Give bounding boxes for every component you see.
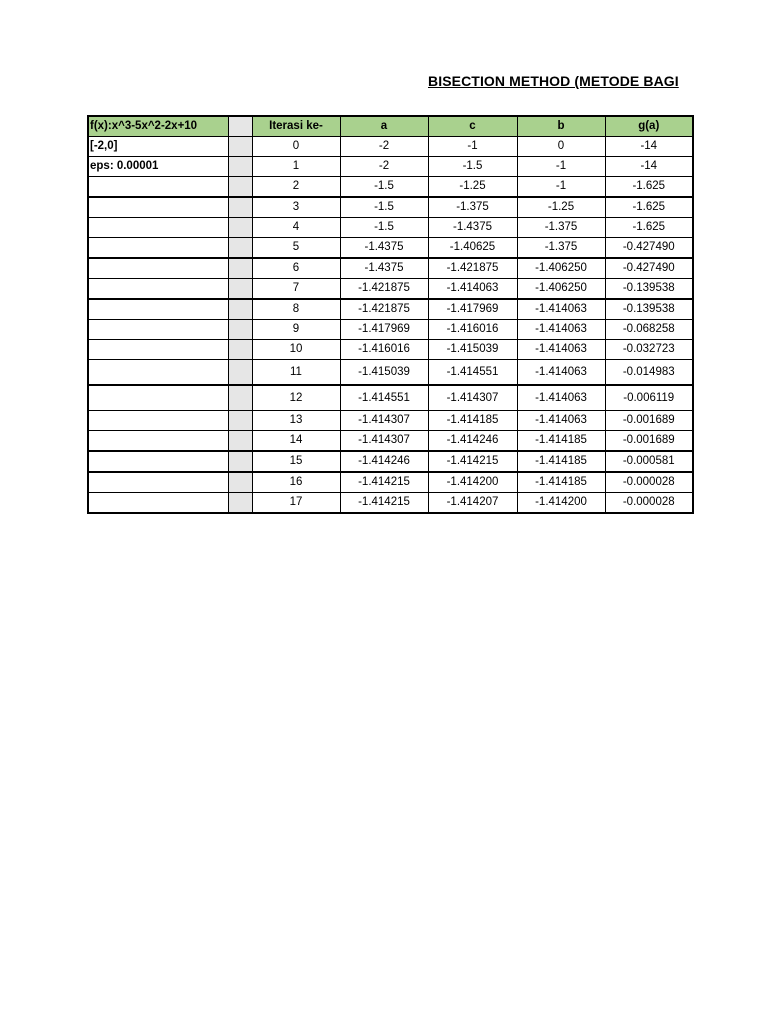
cell-b[interactable]: -1.414063 <box>517 360 605 386</box>
cell-a[interactable]: -1.414307 <box>340 411 428 431</box>
table-row <box>88 385 693 411</box>
spacer-cell[interactable] <box>228 431 252 452</box>
table-row <box>88 137 693 157</box>
cell-ga[interactable]: -0.006119 <box>605 385 693 411</box>
info-cell[interactable] <box>88 340 228 360</box>
cell-b[interactable]: -1.414185 <box>517 431 605 452</box>
cell-b[interactable]: -1.414185 <box>517 472 605 493</box>
cell-c[interactable]: -1.414551 <box>428 360 517 386</box>
cell-a[interactable]: -2 <box>340 137 428 157</box>
info-cell[interactable]: [-2,0] <box>88 137 228 157</box>
cell-c[interactable]: -1.414185 <box>428 411 517 431</box>
cell-ga[interactable]: -0.001689 <box>605 431 693 452</box>
cell-a[interactable]: -1.415039 <box>340 360 428 386</box>
spacer-cell[interactable] <box>228 279 252 300</box>
spacer-cell[interactable] <box>228 411 252 431</box>
cell-c[interactable]: -1.5 <box>428 157 517 177</box>
cell-ga[interactable]: -1.625 <box>605 218 693 238</box>
cell-b[interactable]: -1.414185 <box>517 451 605 472</box>
cell-iter[interactable]: 15 <box>252 451 340 472</box>
cell-ga[interactable]: -14 <box>605 157 693 177</box>
cell-ga[interactable]: -1.625 <box>605 177 693 198</box>
info-cell[interactable] <box>88 218 228 238</box>
cell-ga[interactable]: -0.427490 <box>605 258 693 279</box>
table-row <box>88 493 693 514</box>
cell-ga[interactable]: -0.000581 <box>605 451 693 472</box>
spacer-cell[interactable] <box>228 177 252 198</box>
cell-iter[interactable]: 12 <box>252 385 340 411</box>
cell-ga[interactable]: -0.068258 <box>605 320 693 340</box>
cell-iter[interactable]: 10 <box>252 340 340 360</box>
spacer-cell[interactable] <box>228 197 252 218</box>
cell-b[interactable]: -1.414063 <box>517 340 605 360</box>
cell-a[interactable]: -1.5 <box>340 177 428 198</box>
cell-b[interactable]: -1.375 <box>517 218 605 238</box>
spacer-cell[interactable] <box>228 493 252 514</box>
cell-c[interactable]: -1.414207 <box>428 493 517 514</box>
info-cell[interactable] <box>88 320 228 340</box>
cell-iter[interactable]: 9 <box>252 320 340 340</box>
header-a[interactable]: a <box>340 116 428 137</box>
spacer-cell[interactable] <box>228 116 252 137</box>
cell-ga[interactable]: -0.139538 <box>605 299 693 320</box>
cell-ga[interactable]: -0.001689 <box>605 411 693 431</box>
cell-a[interactable]: -1.414215 <box>340 472 428 493</box>
info-cell[interactable] <box>88 472 228 493</box>
cell-c[interactable]: -1.417969 <box>428 299 517 320</box>
cell-b[interactable]: -1.406250 <box>517 279 605 300</box>
spacer-cell[interactable] <box>228 299 252 320</box>
table-body <box>88 116 693 513</box>
spacer-cell[interactable] <box>228 137 252 157</box>
header-c[interactable]: c <box>428 116 517 137</box>
spacer-cell[interactable] <box>228 340 252 360</box>
info-cell[interactable] <box>88 411 228 431</box>
spacer-cell[interactable] <box>228 472 252 493</box>
cell-a[interactable]: -1.4375 <box>340 238 428 259</box>
cell-b[interactable]: -1.414063 <box>517 385 605 411</box>
spacer-cell[interactable] <box>228 218 252 238</box>
cell-c[interactable]: -1.375 <box>428 197 517 218</box>
info-cell[interactable] <box>88 279 228 300</box>
cell-a[interactable]: -1.414246 <box>340 451 428 472</box>
cell-iter[interactable]: 4 <box>252 218 340 238</box>
cell-iter[interactable]: 6 <box>252 258 340 279</box>
cell-iter[interactable]: 1 <box>252 157 340 177</box>
info-cell[interactable] <box>88 360 228 386</box>
spacer-cell[interactable] <box>228 157 252 177</box>
cell-b[interactable]: 0 <box>517 137 605 157</box>
cell-b[interactable]: -1.375 <box>517 238 605 259</box>
info-cell[interactable] <box>88 238 228 259</box>
cell-a[interactable]: -1.417969 <box>340 320 428 340</box>
cell-ga[interactable]: -0.032723 <box>605 340 693 360</box>
cell-a[interactable]: -1.414307 <box>340 431 428 452</box>
info-cell[interactable] <box>88 493 228 514</box>
info-cell[interactable] <box>88 299 228 320</box>
cell-c[interactable]: -1.415039 <box>428 340 517 360</box>
cell-a[interactable]: -1.4375 <box>340 258 428 279</box>
cell-a[interactable]: -1.414551 <box>340 385 428 411</box>
cell-c[interactable]: -1.25 <box>428 177 517 198</box>
cell-c[interactable]: -1.414215 <box>428 451 517 472</box>
cell-a[interactable]: -1.414215 <box>340 493 428 514</box>
cell-c[interactable]: -1.414246 <box>428 431 517 452</box>
spacer-cell[interactable] <box>228 360 252 386</box>
spacer-cell[interactable] <box>228 385 252 411</box>
cell-a[interactable]: -1.421875 <box>340 279 428 300</box>
cell-b[interactable]: -1.414063 <box>517 299 605 320</box>
header-ga[interactable]: g(a) <box>605 116 693 137</box>
table-row <box>88 197 693 218</box>
header-iterasi[interactable]: Iterasi ke- <box>252 116 340 137</box>
cell-c[interactable]: -1.414063 <box>428 279 517 300</box>
cell-c[interactable]: -1.414200 <box>428 472 517 493</box>
cell-ga[interactable]: -1.625 <box>605 197 693 218</box>
table-row <box>88 472 693 493</box>
cell-a[interactable]: -1.416016 <box>340 340 428 360</box>
cell-b[interactable]: -1 <box>517 177 605 198</box>
cell-ga[interactable]: -0.139538 <box>605 279 693 300</box>
cell-a[interactable]: -1.421875 <box>340 299 428 320</box>
cell-ga[interactable]: -0.014983 <box>605 360 693 386</box>
page-title: BISECTION METHOD (METODE BAGI <box>428 73 679 89</box>
spacer-cell[interactable] <box>228 258 252 279</box>
cell-iter[interactable]: 2 <box>252 177 340 198</box>
cell-ga[interactable]: -14 <box>605 137 693 157</box>
function-cell[interactable]: f(x):x^3-5x^2-2x+10 <box>88 116 228 137</box>
cell-b[interactable]: -1 <box>517 157 605 177</box>
cell-c[interactable]: -1.40625 <box>428 238 517 259</box>
bisection-table <box>87 115 694 514</box>
cell-c[interactable]: -1.416016 <box>428 320 517 340</box>
table-row <box>88 218 693 238</box>
spacer-cell[interactable] <box>228 320 252 340</box>
cell-ga[interactable]: -0.000028 <box>605 493 693 514</box>
info-cell[interactable] <box>88 385 228 411</box>
table-row <box>88 279 693 300</box>
table-row <box>88 299 693 320</box>
table-row <box>88 411 693 431</box>
table-row <box>88 258 693 279</box>
table-row <box>88 360 693 386</box>
info-cell[interactable] <box>88 451 228 472</box>
cell-a[interactable]: -1.5 <box>340 218 428 238</box>
cell-iter[interactable]: 7 <box>252 279 340 300</box>
table-row <box>88 157 693 177</box>
table-row <box>88 340 693 360</box>
cell-iter[interactable]: 13 <box>252 411 340 431</box>
cell-b[interactable]: -1.25 <box>517 197 605 218</box>
cell-iter[interactable]: 5 <box>252 238 340 259</box>
cell-c[interactable]: -1.414307 <box>428 385 517 411</box>
spacer-cell[interactable] <box>228 238 252 259</box>
cell-c[interactable]: -1 <box>428 137 517 157</box>
cell-ga[interactable]: -0.427490 <box>605 238 693 259</box>
cell-iter[interactable]: 11 <box>252 360 340 386</box>
cell-c[interactable]: -1.421875 <box>428 258 517 279</box>
info-cell[interactable] <box>88 177 228 198</box>
cell-b[interactable]: -1.414063 <box>517 411 605 431</box>
spacer-cell[interactable] <box>228 451 252 472</box>
cell-b[interactable]: -1.406250 <box>517 258 605 279</box>
table-row <box>88 238 693 259</box>
info-cell[interactable] <box>88 197 228 218</box>
cell-a[interactable]: -2 <box>340 157 428 177</box>
cell-iter[interactable]: 16 <box>252 472 340 493</box>
cell-iter[interactable]: 3 <box>252 197 340 218</box>
info-cell[interactable] <box>88 258 228 279</box>
cell-iter[interactable]: 17 <box>252 493 340 514</box>
info-cell[interactable]: eps: 0.00001 <box>88 157 228 177</box>
cell-iter[interactable]: 0 <box>252 137 340 157</box>
info-cell[interactable] <box>88 431 228 452</box>
header-b[interactable]: b <box>517 116 605 137</box>
cell-iter[interactable]: 8 <box>252 299 340 320</box>
header-row <box>88 116 693 137</box>
cell-ga[interactable]: -0.000028 <box>605 472 693 493</box>
cell-c[interactable]: -1.4375 <box>428 218 517 238</box>
cell-a[interactable]: -1.5 <box>340 197 428 218</box>
table-row <box>88 431 693 452</box>
cell-b[interactable]: -1.414200 <box>517 493 605 514</box>
table-row <box>88 451 693 472</box>
table-row <box>88 177 693 198</box>
cell-iter[interactable]: 14 <box>252 431 340 452</box>
cell-b[interactable]: -1.414063 <box>517 320 605 340</box>
table-row <box>88 320 693 340</box>
